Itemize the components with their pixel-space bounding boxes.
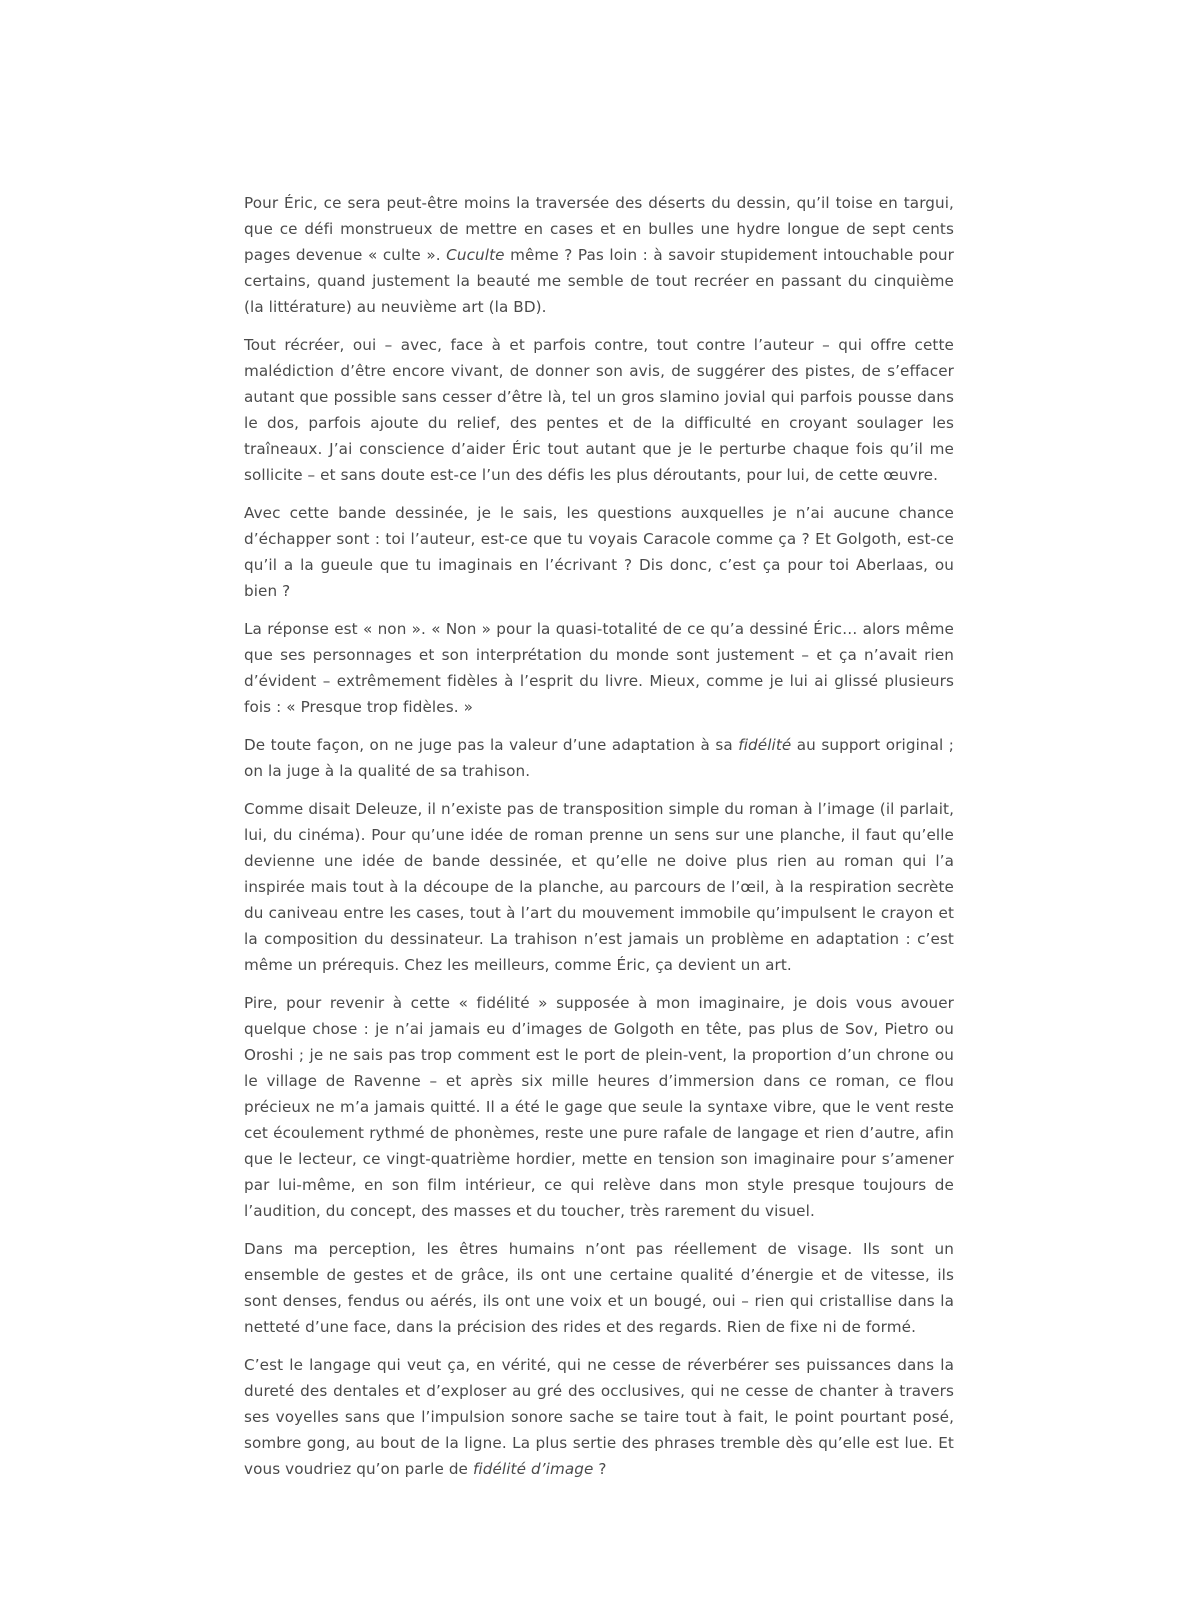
text-segment: ? xyxy=(593,1460,607,1478)
paragraph-5 xyxy=(244,732,954,784)
text-segment: La réponse est « non ». « Non » pour la quasi-totalité de ce qu’a dessiné Éric… alors même que ses personnages et son interprétation du monde sont justement – et ça n’avait rien d’évident – extrêmement fidèles à l’esprit du livre. Mieux, comme je lui ai glissé plusieurs fois : « Presque trop fidèles. » xyxy=(244,620,954,716)
text-segment: Comme disait Deleuze, il n’existe pas de transposition simple du roman à l’image (il parlait, lui, du cinéma). Pour qu’une idée de roman prenne un sens sur une planche, il faut qu’elle devienne une idée de bande dessinée, et qu’elle ne doive plus rien au roman qui l’a inspirée mais tout à la découpe de la planche, au parcours de l’œil, à la respiration secrète du caniveau entre les cases, tout à l’art du mouvement immobile qu’impulsent le crayon et la composition du dessinateur. La trahison n’est jamais un problème en adaptation : c’est même un prérequis. Chez les meilleurs, comme Éric, ça devient un art. xyxy=(244,800,954,974)
text-segment: Avec cette bande dessinée, je le sais, les questions auxquelles je n’ai aucune chance d’échapper sont : toi l’auteur, est-ce que tu voyais Caracole comme ça ? Et Golgoth, est-ce qu’il a la gueule que tu imaginais en l’écrivant ? Dis donc, c’est ça pour toi Aberlaas, ou bien ? xyxy=(244,504,954,600)
body-text xyxy=(244,190,954,1494)
paragraph-9 xyxy=(244,1352,954,1482)
text-segment: même ? Pas loin : à savoir stupidement intouchable pour certains, quand justement la beauté me semble de tout recréer en passant du cinquième (la littérature) au neuvième art (la BD). xyxy=(244,246,954,316)
paragraph-6 xyxy=(244,796,954,978)
paragraph-8 xyxy=(244,1236,954,1340)
text-segment: De toute façon, on ne juge pas la valeur d’une adaptation à sa xyxy=(244,736,739,754)
text-segment-italic: fidélité xyxy=(738,736,792,754)
paragraph-1 xyxy=(244,190,954,320)
paragraph-4 xyxy=(244,616,954,720)
paragraph-3 xyxy=(244,500,954,604)
text-segment: C’est le langage qui veut ça, en vérité, qui ne cesse de réverbérer ses puissances dans la dureté des dentales et d’exploser au gré des occlusives, qui ne cesse de chanter à travers ses voyelles sans que l’impulsion sonore sache se taire tout à fait, le point pourtant posé, sombre gong, au bout de la ligne. La plus sertie des phrases tremble dès qu’elle est lue. Et vous voudriez qu’on parle de xyxy=(244,1356,954,1478)
text-segment: au support original ; on la juge à la qualité de sa trahison. xyxy=(244,736,954,780)
text-segment: Pire, pour revenir à cette « fidélité » supposée à mon imaginaire, je dois vous avouer quelque chose : je n’ai jamais eu d’images de Golgoth en tête, pas plus de Sov, Pietro ou Oroshi ; je ne sais pas trop comment est le port de plein-vent, la proportion d’un chrone ou le village de Ravenne – et après six mille heures d’immersion dans ce roman, ce flou précieux ne m’a jamais quitté. Il a été le gage que seule la syntaxe vibre, que le vent reste cet écoulement rythmé de phonèmes, reste une pure rafale de langage et rien d’autre, afin que le lecteur, ce vingt-quatrième hordier, mette en tension son imaginaire pour s’amener par lui-même, en son film intérieur, ce qui relève dans mon style presque toujours de l’audition, du concept, des masses et du toucher, très rarement du visuel. xyxy=(244,994,954,1220)
text-segment: Pour Éric, ce sera peut-être moins la traversée des déserts du dessin, qu’il toise en targui, que ce défi monstrueux de mettre en cases et en bulles une hydre longue de sept cents pages devenue « culte ». xyxy=(244,194,954,264)
text-segment: Tout récréer, oui – avec, face à et parfois contre, tout contre l’auteur – qui offre cette malédiction d’être encore vivant, de donner son avis, de suggérer des pistes, de s’effacer autant que possible sans cesser d’être là, tel un gros slamino jovial qui parfois pousse dans le dos, parfois ajoute du relief, des pentes et de la difficulté en croyant soulager les traîneaux. J’ai conscience d’aider Éric tout autant que je le perturbe chaque fois qu’il me sollicite – et sans doute est-ce l’un des défis les plus déroutants, pour lui, de cette œuvre. xyxy=(244,336,954,484)
text-segment-italic: Cuculte xyxy=(446,246,505,264)
paragraph-2 xyxy=(244,332,954,488)
text-segment-italic: fidélité d’image xyxy=(472,1460,594,1478)
text-segment: Dans ma perception, les êtres humains n’ont pas réellement de visage. Ils sont un ensemble de gestes et de grâce, ils ont une certaine qualité d’énergie et de vitesse, ils sont denses, fendus ou aérés, ils ont une voix et un bougé, oui – rien qui cristallise dans la netteté d’une face, dans la précision des rides et des regards. Rien de fixe ni de formé. xyxy=(244,1240,954,1336)
paragraph-7 xyxy=(244,990,954,1224)
